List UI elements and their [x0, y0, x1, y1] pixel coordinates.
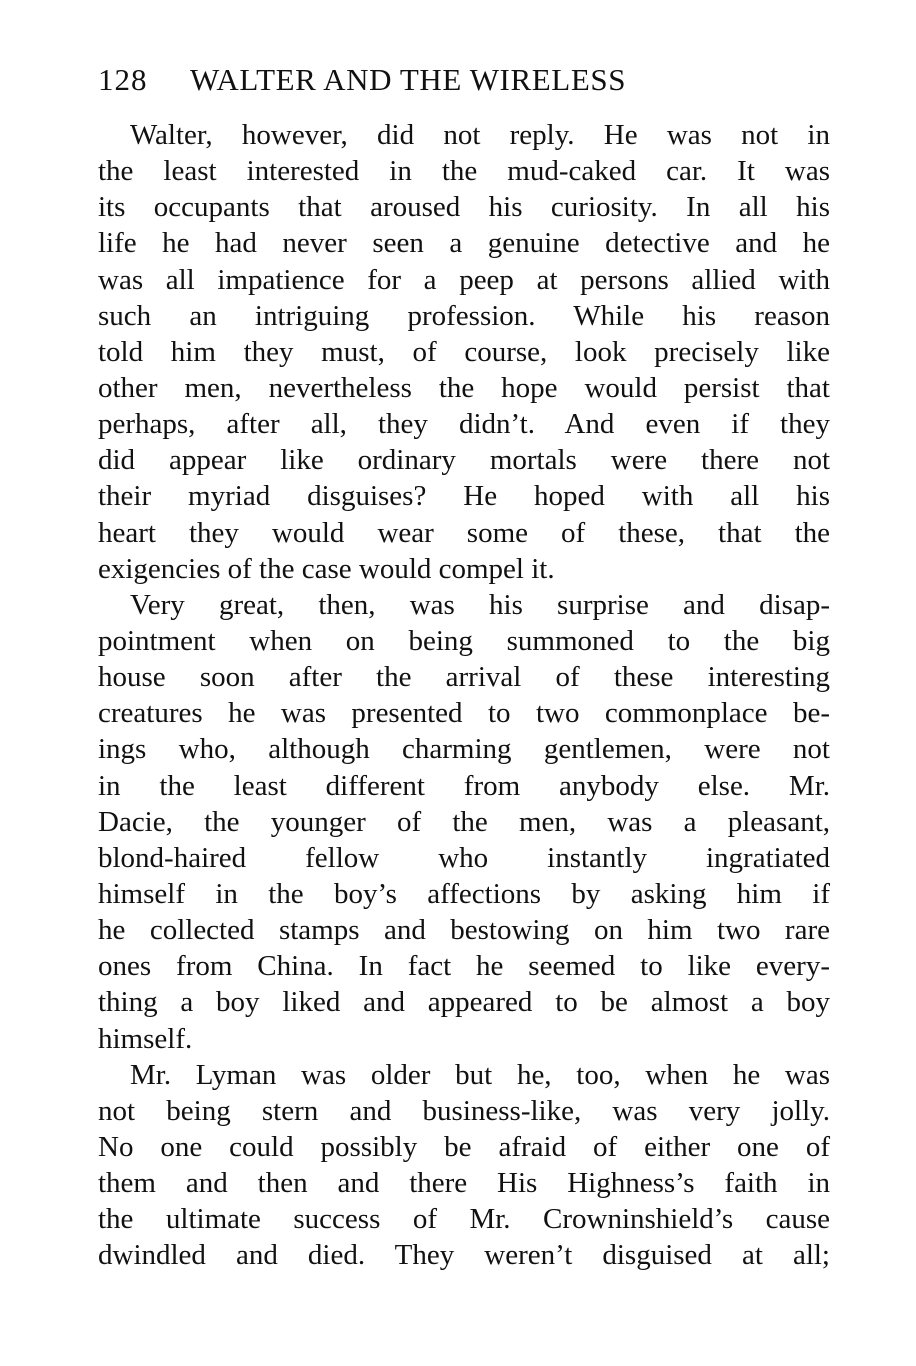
text-line: himself. — [98, 1022, 193, 1055]
text-line: Walter, however, did not reply. He was not in — [130, 119, 830, 151]
text-line: thing a boy liked and appeared to be almost a boy — [98, 986, 830, 1019]
text-line: life he had never seen a genuine detective and he — [98, 227, 830, 260]
text-line: such an intriguing profession. While his reason — [98, 299, 830, 332]
text-line: himself in the boy’s affections by asking him if — [98, 877, 830, 910]
text-line: in the least different from anybody else. Mr. — [98, 769, 830, 802]
text-line: Very great, then, was his surprise and disap- — [130, 588, 830, 621]
text-line: creatures he was presented to two commonplace be- — [98, 697, 830, 730]
text-line: its occupants that aroused his curiosity. In all his — [98, 191, 830, 224]
text-line: not being stern and business-like, was very jolly. — [98, 1094, 830, 1127]
text-line: other men, nevertheless the hope would persist that — [98, 371, 830, 404]
text-line: the ultimate success of Mr. Crowninshield’s cause — [98, 1203, 830, 1236]
text-line: No one could possibly be afraid of either one of — [98, 1130, 830, 1163]
text-line: he collected stamps and bestowing on him two rare — [98, 914, 830, 947]
text-line: pointment when on being summoned to the big — [98, 624, 830, 657]
text-line: exigencies of the case would compel it. — [98, 552, 555, 585]
text-line: dwindled and died. They weren’t disguised at all; — [98, 1239, 830, 1272]
text-line: house soon after the arrival of these interesting — [98, 661, 830, 694]
text-line: Dacie, the younger of the men, was a pleasant, — [98, 805, 830, 838]
running-title: WALTER AND THE WIRELESS — [190, 62, 627, 97]
text-line: their myriad disguises? He hoped with all his — [98, 480, 830, 513]
text-line: blond-haired fellow who instantly ingratiated — [98, 841, 830, 874]
running-head — [98, 60, 830, 100]
text-line: them and then and there His Highness’s faith in — [98, 1167, 830, 1200]
text-line: was all impatience for a peep at persons allied with — [98, 263, 830, 296]
text-line: ones from China. In fact he seemed to like every- — [98, 950, 830, 983]
body-text — [98, 117, 830, 1274]
text-line: did appear like ordinary mortals were there not — [98, 444, 830, 477]
text-line: Mr. Lyman was older but he, too, when he was — [130, 1058, 830, 1091]
page-number: 128 — [98, 62, 148, 97]
text-line: heart they would wear some of these, that the — [98, 516, 830, 549]
text-line: ings who, although charming gentlemen, were not — [98, 733, 830, 766]
text-line: told him they must, of course, look precisely like — [98, 335, 830, 368]
text-line: perhaps, after all, they didn’t. And even if they — [98, 408, 830, 441]
text-line: the least interested in the mud-caked car. It was — [98, 155, 830, 188]
